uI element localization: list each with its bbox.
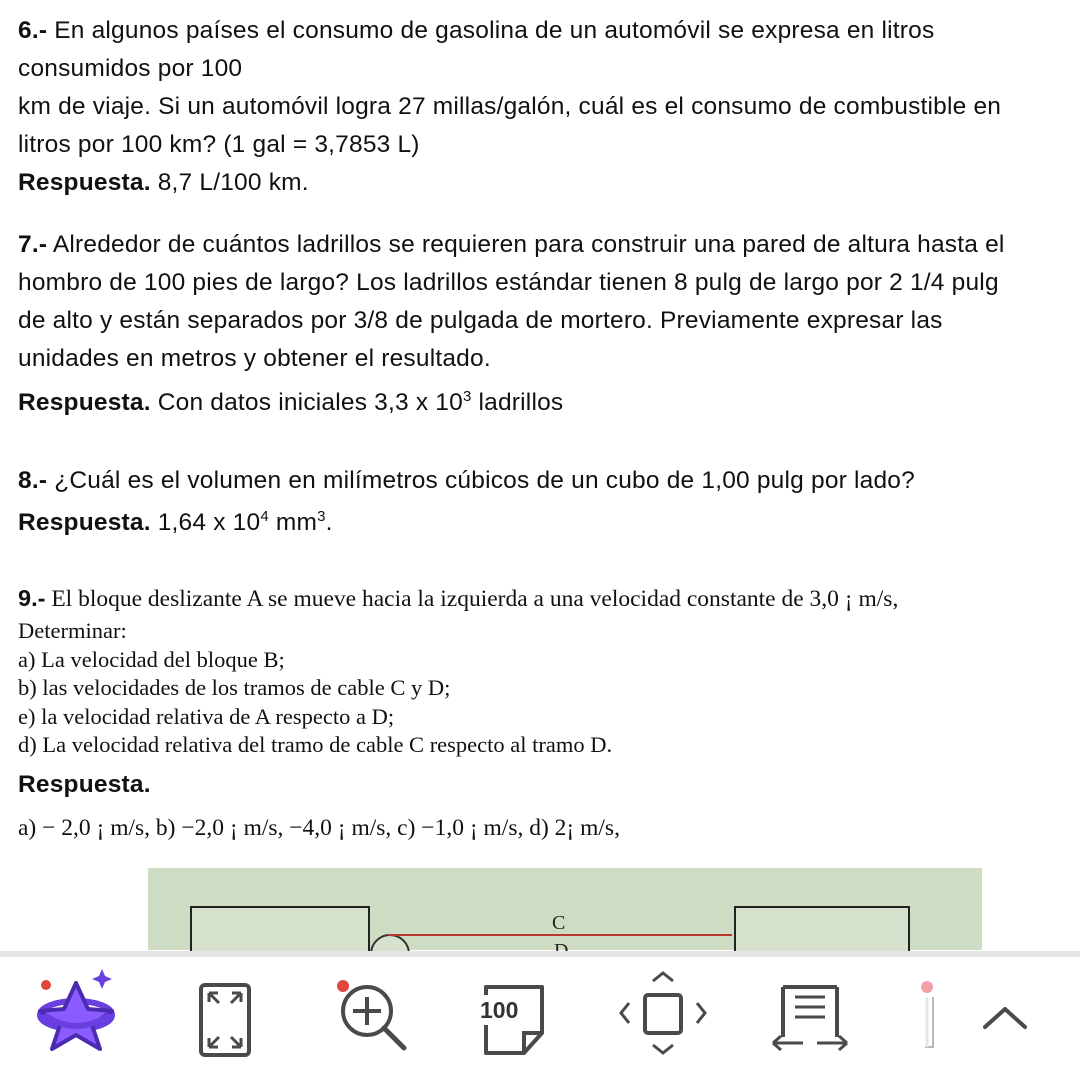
- bottom-toolbar: [0, 957, 1080, 1078]
- problem-6-line3: km de viaje. Si un automóvil logra 27 millas/galón, cuál es el consumo de combustible en: [18, 93, 1002, 120]
- problem-9-item-a: a) La velocidad del bloque B;: [18, 646, 285, 672]
- problem-7-line4: unidades en metros y obtener el resultado.: [18, 345, 491, 372]
- problem-9-line1: 9.- El bloque deslizante A se mueve hacia la izquierda a una velocidad constante de 3,0 ¡ m/s,: [18, 585, 899, 612]
- problem-9-item-b: b) las velocidades de los tramos de cable C y D;: [18, 675, 451, 700]
- collapse-icon[interactable]: [975, 957, 1035, 1078]
- problem-9-item-c: e) la velocidad relativa de A respecto a D;: [18, 703, 395, 729]
- problem-8-answer: Respuesta. 1,64 x $10^4$ $mm^3$.: [18, 507, 333, 536]
- zoom-level-label: 100: [480, 997, 519, 1023]
- problem-9: [18, 580, 898, 842]
- reflow-icon[interactable]: [765, 957, 855, 1078]
- zoom-in-icon[interactable]: [325, 957, 415, 1078]
- problem-6-answer: Respuesta. 8,7 L/100 km.: [18, 169, 309, 196]
- navigate-icon[interactable]: [615, 957, 715, 1078]
- pen-icon[interactable]: [905, 957, 955, 1078]
- problem-8: [18, 462, 915, 542]
- fit-screen-icon[interactable]: [185, 957, 265, 1078]
- problem-9-answer-label: Respuesta.: [18, 770, 151, 798]
- problem-9-answer: a) − 2,0 ¡ m/s, b) −2,0 ¡ m/s, −4,0 ¡ m/s, c) −1,0 ¡ m/s, d) 2¡ m/s,: [18, 814, 620, 841]
- problem-7-line2: hombro de 100 pies de largo? Los ladrillos estándar tienen 8 pulg de largo por 2 1/4 pulg: [18, 269, 999, 296]
- page-zoom-icon[interactable]: [478, 957, 550, 1078]
- problem-6-line2: consumidos por 100: [18, 55, 243, 82]
- problem-9-line2: Determinar:: [18, 618, 127, 643]
- problem-6-line4: litros por 100 km? (1 gal = 3,7853 L): [18, 131, 420, 158]
- problem-6-line1: 6.- En algunos países el consumo de gasolina de un automóvil se expresa en litros: [18, 17, 935, 44]
- label-c: C: [552, 912, 566, 934]
- ai-assistant-icon[interactable]: [30, 957, 130, 1078]
- pulley-diagram: [148, 868, 982, 950]
- problem-7-line3: de alto y están separados por 3/8 de pulgada de mortero. Previamente expresar las: [18, 307, 943, 334]
- problem-7-answer: Respuesta. Con datos iniciales 3,3 x $10^3$ ladrillos: [18, 387, 564, 416]
- problem-7-line1: 7.- Alrededor de cuántos ladrillos se requieren para construir una pared de altura hasta el: [18, 231, 1005, 258]
- problem-6: [18, 12, 1001, 202]
- problem-7: [18, 226, 1005, 422]
- problem-8-line1: 8.- ¿Cuál es el volumen en milímetros cúbicos de un cubo de 1,00 pulg por lado?: [18, 467, 915, 494]
- problem-9-item-d: d) La velocidad relativa del tramo de cable C respecto al tramo D.: [18, 732, 613, 757]
